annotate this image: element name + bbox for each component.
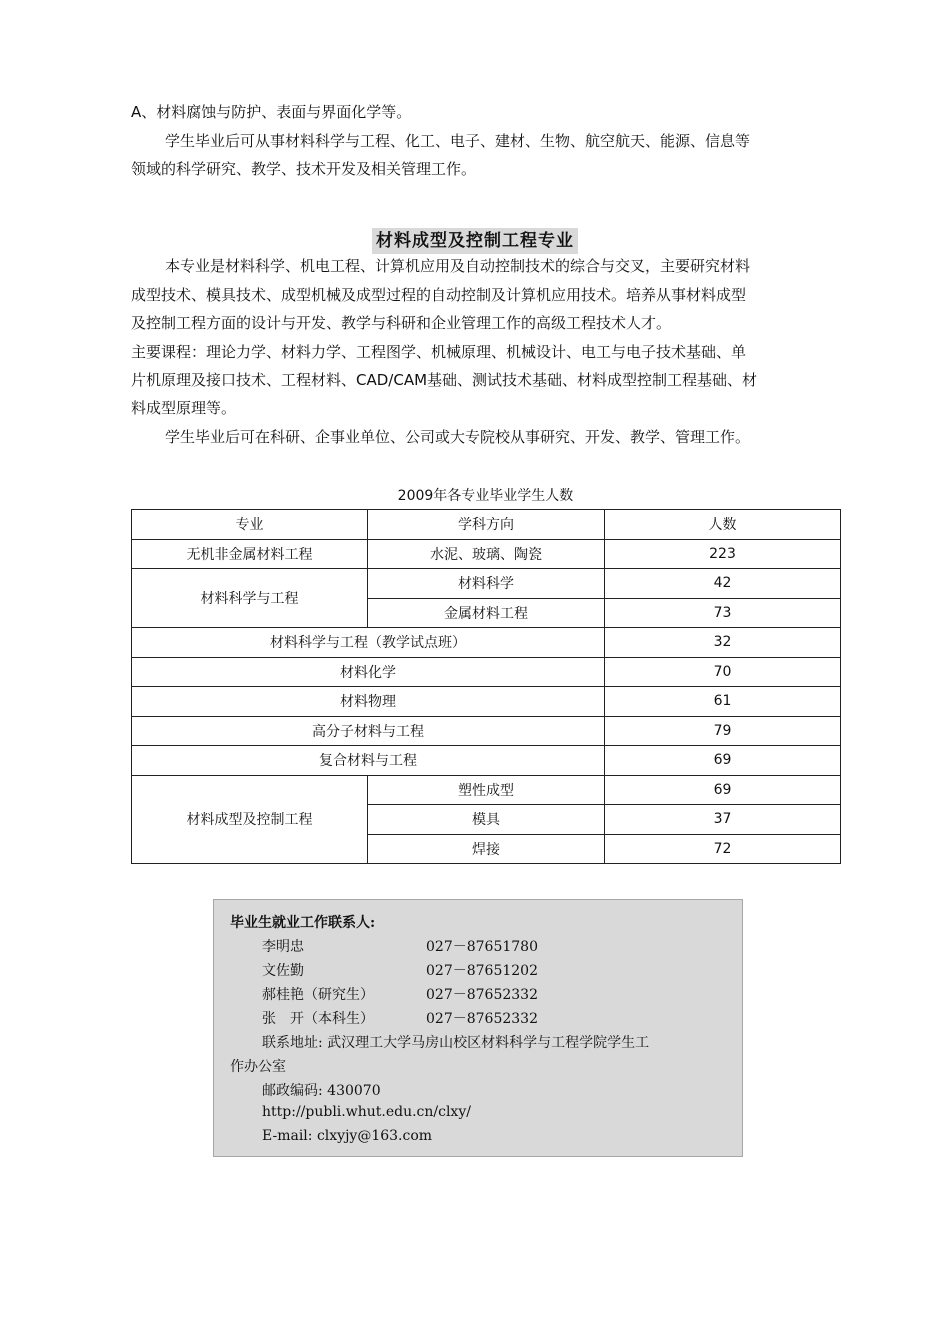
table-row xyxy=(132,657,841,687)
cell-count: 61 xyxy=(605,687,841,717)
contact-name: 李明忠 xyxy=(262,939,304,955)
cell-count: 73 xyxy=(605,598,841,628)
cell-direction: 金属材料工程 xyxy=(368,598,605,628)
intro-line-3: 领域的科学研究、教学、技术开发及相关管理工作。 xyxy=(131,160,477,178)
contact-postcode: 邮政编码: 430070 xyxy=(262,1083,381,1099)
contact-phone: 027－87652332 xyxy=(426,1011,538,1027)
section-desc-line-2: 成型技术、模具技术、成型机械及成型过程的自动控制及计算机应用技术。培养从事材料成型 xyxy=(131,286,747,304)
cell-direction: 模具 xyxy=(368,805,605,835)
cell-count: 79 xyxy=(605,716,841,746)
cell-count: 32 xyxy=(605,628,841,658)
cell-count: 69 xyxy=(605,746,841,776)
contact-phone: 027－87651202 xyxy=(426,963,538,979)
cell-major: 材料成型及控制工程 xyxy=(132,775,368,864)
contact-phone: 027－87652332 xyxy=(426,987,538,1003)
contact-phone: 027－87651780 xyxy=(426,939,538,955)
graduates-table xyxy=(131,509,841,864)
cell-major: 材料科学与工程（教学试点班） xyxy=(132,628,605,658)
intro-line-2: 学生毕业后可从事材料科学与工程、化工、电子、建材、生物、航空航天、能源、信息等 xyxy=(165,132,751,150)
section-title: 材料成型及控制工程专业 xyxy=(372,228,578,254)
contact-name: 郝桂艳（研究生） xyxy=(262,987,374,1003)
cell-major: 材料科学与工程 xyxy=(132,569,368,628)
cell-count: 69 xyxy=(605,775,841,805)
contact-address-line-2: 作办公室 xyxy=(230,1059,286,1075)
cell-major: 复合材料与工程 xyxy=(132,746,605,776)
table-header-row xyxy=(132,510,841,540)
table-caption: 2009年各专业毕业学生人数 xyxy=(397,488,574,504)
header-direction: 学科方向 xyxy=(368,510,605,540)
contact-email-link[interactable]: E-mail: clxyjy@163.com xyxy=(262,1128,433,1144)
contact-address-line-1: 联系地址: 武汉理工大学马房山校区材料科学与工程学院学生工 xyxy=(262,1035,650,1051)
cell-count: 70 xyxy=(605,657,841,687)
header-major: 专业 xyxy=(132,510,368,540)
contact-name: 文佐勤 xyxy=(262,963,304,979)
section-heading xyxy=(0,226,950,251)
table-row xyxy=(132,539,841,569)
cell-major: 材料物理 xyxy=(132,687,605,717)
table-row xyxy=(132,746,841,776)
cell-major: 无机非金属材料工程 xyxy=(132,539,368,569)
cell-major: 材料化学 xyxy=(132,657,605,687)
cell-count: 223 xyxy=(605,539,841,569)
section-desc-line-3: 及控制工程方面的设计与开发、教学与科研和企业管理工作的高级工程技术人才。 xyxy=(131,314,672,332)
table-row xyxy=(132,775,841,805)
cell-direction: 材料科学 xyxy=(368,569,605,599)
cell-count: 37 xyxy=(605,805,841,835)
intro-line-1: A、材料腐蚀与防护、表面与界面化学等。 xyxy=(131,103,412,121)
section-desc-line-1: 本专业是材料科学、机电工程、计算机应用及自动控制技术的综合与交叉，主要研究材料 xyxy=(165,257,751,275)
course-line-3: 料成型原理等。 xyxy=(131,399,237,417)
cell-major: 高分子材料与工程 xyxy=(132,716,605,746)
table-row xyxy=(132,716,841,746)
table-row xyxy=(132,569,841,599)
cell-count: 72 xyxy=(605,834,841,864)
contact-box xyxy=(213,899,743,1157)
cell-direction: 水泥、玻璃、陶瓷 xyxy=(368,539,605,569)
course-line-2: 片机原理及接口技术、工程材料、CAD/CAM基础、测试技术基础、材料成型控制工程基础、材 xyxy=(131,371,758,389)
contact-name: 张 开（本科生） xyxy=(262,1011,374,1027)
contact-title: 毕业生就业工作联系人: xyxy=(230,915,376,931)
course-line-1: 主要课程：理论力学、材料力学、工程图学、机械原理、机械设计、电工与电子技术基础、单 xyxy=(131,343,747,361)
table-row xyxy=(132,628,841,658)
cell-direction: 焊接 xyxy=(368,834,605,864)
contact-website-link[interactable]: http://publi.whut.edu.cn/clxy/ xyxy=(262,1104,471,1120)
header-count: 人数 xyxy=(605,510,841,540)
cell-count: 42 xyxy=(605,569,841,599)
career-line: 学生毕业后可在科研、企事业单位、公司或大专院校从事研究、开发、教学、管理工作。 xyxy=(165,428,751,446)
cell-direction: 塑性成型 xyxy=(368,775,605,805)
table-row xyxy=(132,687,841,717)
